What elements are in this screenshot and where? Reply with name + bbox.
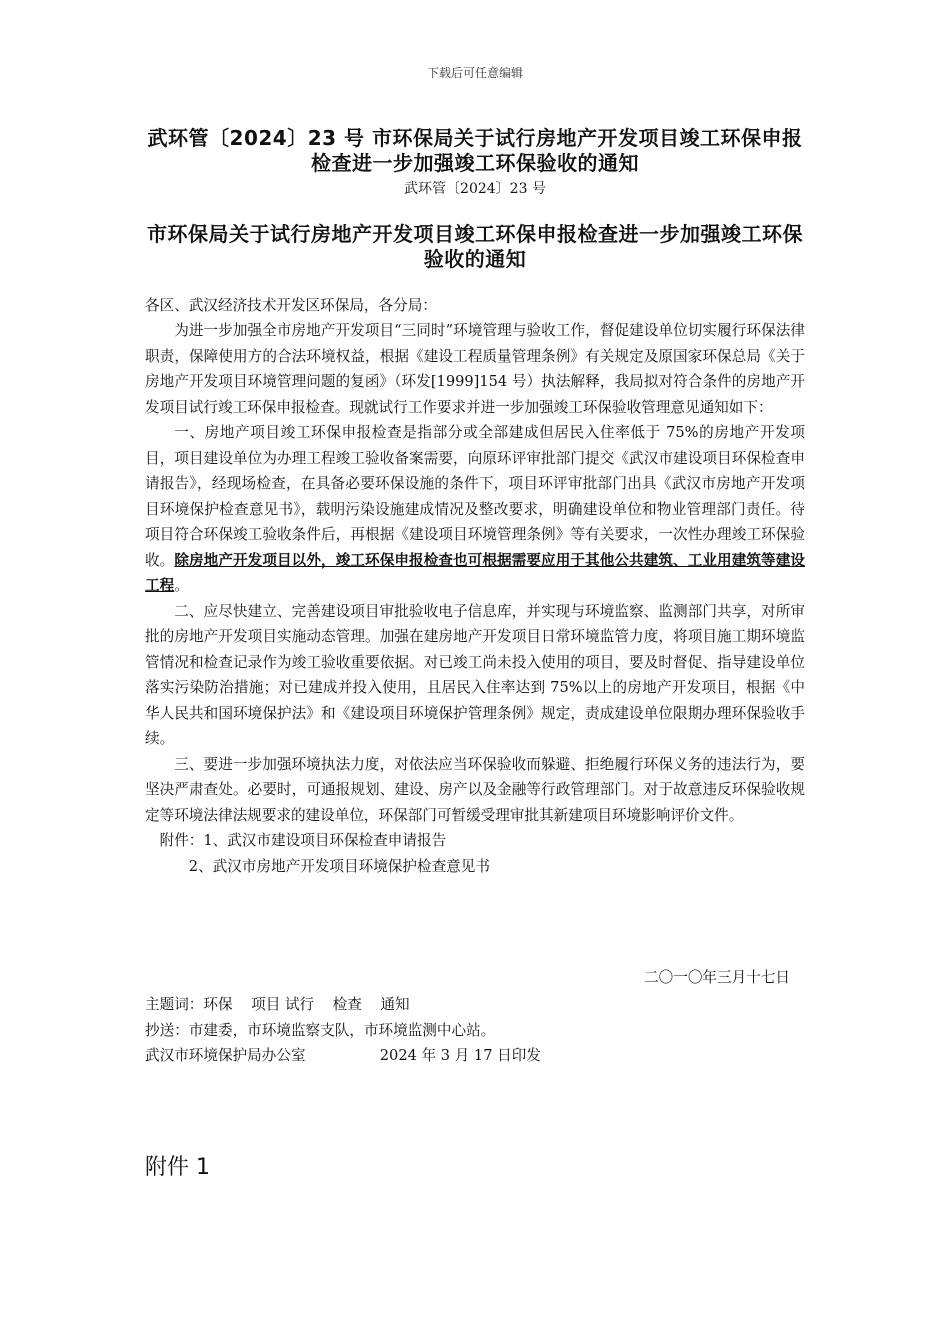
attachment-item-1: 附件：1、武汉市建设项目环保检查申请报告 xyxy=(159,832,447,849)
document-title: 武环管〔2024〕23 号 市环保局关于试行房地产开发项目竣工环保申报检查进一步加强竣工环保验收的通知 xyxy=(147,126,803,175)
header-note: 下载后可任意编辑 xyxy=(426,66,523,80)
section-3-paragraph: 三、要进一步加强环境执法力度，对依法应当环保验收而躲避、拒绝履行环保义务的违法行为，要坚决严肃查处。必要时，可通报规划、建设、房产以及金融等行政管理部门。对于故意违反环保验收规定等环境法律法规要求的建设单位，环保部门可暂缓受理审批其新建项目环境影响评价文件。 xyxy=(145,755,805,824)
annex-heading: 附件 1 xyxy=(145,1155,210,1180)
salutation xyxy=(145,293,805,319)
intro-paragraph: 为进一步加强全市房地产开发项目“三同时”环境管理与验收工作，督促建设单位切实履行环保法律职责，保障使用方的合法环境权益，根据《建设工程质量管理条例》有关规定及原国家环保总局《关于房地产开发项目环境管理问题的复函》（环发[1999]154 号）执法解释，我局拟对符合条件的房地产开发项目试行竣工环保申报检查。现就试行工作要求并进一步加强竣工环保验收管理意见通知如下： xyxy=(145,322,805,416)
section-1-emphasis: 除房地产开发项目以外，竣工环保申报检查也可根据需要应用于其他公共建筑、工业用建筑等建设工程 xyxy=(145,551,805,594)
footer-block xyxy=(145,992,805,1069)
section-2-paragraph: 二、应尽快建立、完善建设项目审批验收电子信息库，并实现与环境监察、监测部门共享，对所审批的房地产开发项目实施动态管理。加强在建房地产开发项目日常环境监管力度，将项目施工期环境监管情况和检查记录作为竣工验收重要依据。对已竣工尚未投入使用的项目，要及时督促、指导建设单位落实污染防治措施；对已建成并投入使用，且居民入住率达到 75%以上的房地产开发项目，根据《中华人民共和国环境保护法》和《建设项目环境保护管理条例》规定，责成建设单位限期办理环保验收手续。 xyxy=(145,602,805,747)
body-paragraphs xyxy=(145,318,805,879)
cc-line: 抄送：市建委，市环境监察支队，市环境监测中心站。 xyxy=(145,1021,496,1039)
issuer-line: 武汉市环境保护局办公室 2024 年 3 月 17 日印发 xyxy=(145,1047,541,1064)
notice-title: 市环保局关于试行房地产开发项目竣工环保申报检查进一步加强竣工环保验收的通知 xyxy=(147,222,803,271)
sign-date: 二〇一〇年三月十七日 xyxy=(644,969,790,986)
salutation-text: 各区、武汉经济技术开发区环保局，各分局： xyxy=(145,297,437,314)
section-1-text: 一、房地产项目竣工环保申报检查是指部分或全部建成但居民入住率低于 75%的房地产开发项目，项目建设单位为办理工程竣工验收备案需要，向原环评审批部门提交《武汉市建设项目环保检查申请报告》，经现场检查，在具备必要环保设施的条件下，项目环评审批部门出具《武汉市房地产开发项目环境保护检查意见书》，载明污染设施建成情况及整改要求，明确建设单位和物业管理部门责任。待项目符合环保竣工验收条件后，再根据《建设项目环境管理条例》等有关要求，一次性办理竣工环保验收。 xyxy=(145,424,805,569)
document-number: 武环管〔2024〕23 号 xyxy=(404,181,546,197)
section-1-end: 。 xyxy=(174,577,189,594)
attachment-item-2: 2、武汉市房地产开发项目环境保护检查意见书 xyxy=(188,857,490,875)
section-1-paragraph xyxy=(145,420,805,599)
subject-words: 主题词：环保 项目 试行 检查 通知 xyxy=(145,996,410,1013)
